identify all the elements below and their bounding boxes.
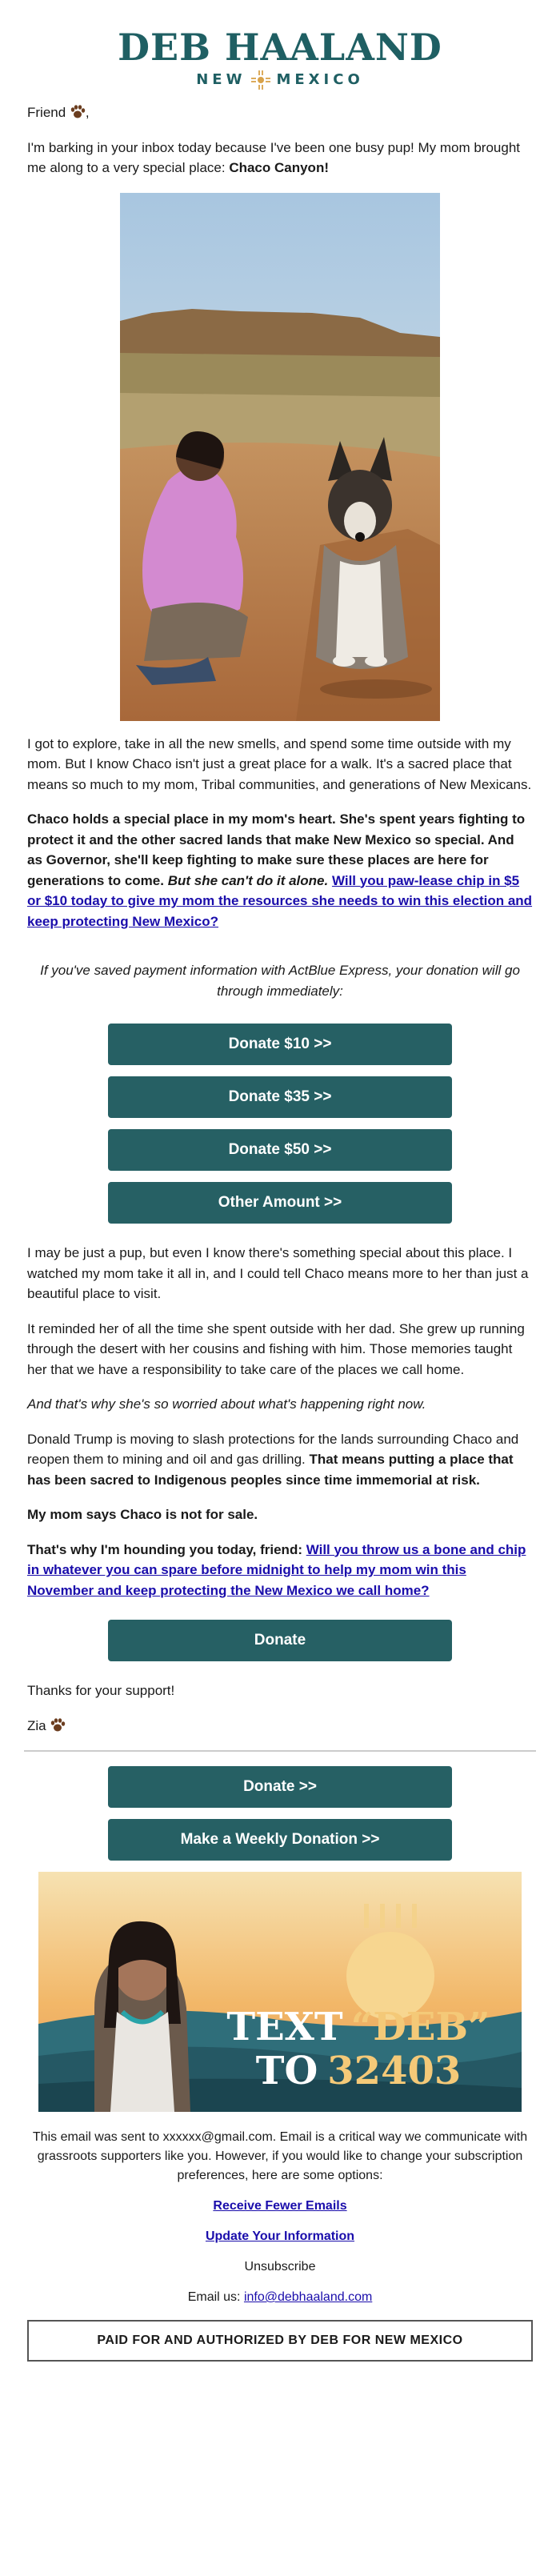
banner-line2	[256, 2049, 462, 2093]
greeting-text: Friend	[27, 105, 66, 120]
donate-button[interactable]: Donate	[108, 1620, 452, 1661]
intro-text: I'm barking in your inbox today because I've been one busy pup! My mom brought me along to a very special place:	[27, 139, 521, 175]
throw-a-bone-donate-link[interactable]: Will you throw us a bone and chip in whatever you can spare before midnight to help my mom win this November and keep protecting the New Mexico we call home?	[27, 1541, 526, 1598]
banner-line1	[226, 2005, 490, 2049]
signoff-name: Zia	[27, 1717, 46, 1733]
trump-paragraph	[27, 1429, 533, 1491]
contact-email-link[interactable]: info@debhaaland.com	[243, 2290, 373, 2304]
footer-divider	[24, 1750, 536, 1752]
banner-shortcode: 32403	[327, 2049, 462, 2093]
footer-donate-button[interactable]: Donate >>	[108, 1766, 452, 1808]
chaco-bold-italic: But she can't do it alone.	[167, 872, 329, 888]
worried-text: And that's why she's so worried about what's happening right now.	[27, 1396, 426, 1412]
donate-other-amount-button[interactable]: Other Amount >>	[108, 1182, 452, 1224]
hounding-paragraph	[27, 1540, 533, 1601]
not-for-sale-paragraph	[27, 1504, 533, 1525]
logo-state-left: NEW	[196, 71, 246, 88]
paw-print-icon	[50, 1718, 66, 1733]
logo-name: DEB HAALAND	[118, 26, 442, 69]
email-footer	[27, 2128, 533, 2307]
logo-state	[27, 69, 533, 90]
dad-paragraph: It reminded her of all the time she spent outside with her dad. She grew up running through the desert with her cousins and fishing with him. Those memories taught her that we have a responsibility to take care of the places we call home.	[27, 1320, 525, 1377]
donate-10-button[interactable]: Donate $10 >>	[108, 1024, 452, 1065]
banner-to-word: TO	[255, 2049, 318, 2093]
footer-notice: This email was sent to xxxxxx@gmail.com. Email is a critical way we communicate with grassroots supporters like you. However, if you would like to change your subscription preferences, here are some options:	[32, 2130, 528, 2182]
thanks-text: Thanks for your support!	[27, 1683, 175, 1698]
pup-paragraph: I may be just a pup, but even I know there's something special about this place. I watched my mom take it all in, and I could tell Chaco means more to her than just a beautiful place to visit.	[27, 1245, 529, 1301]
chaco-paragraph	[27, 809, 533, 931]
worried-paragraph	[27, 1394, 533, 1415]
actblue-note: If you've saved payment information with ActBlue Express, your donation will go through immediately:	[40, 963, 520, 999]
trump-bold: That means putting a place that has been sacred to Indigenous peoples since time immemorial at risk.	[27, 1452, 514, 1488]
donate-button-group	[27, 1024, 533, 1224]
update-information-link[interactable]: Update Your Information	[205, 2229, 355, 2243]
weekly-donation-button[interactable]: Make a Weekly Donation >>	[108, 1819, 452, 1861]
email-us-line	[27, 2288, 533, 2307]
greeting-suffix: ,	[85, 105, 90, 120]
donate-50-button[interactable]: Donate $50 >>	[108, 1129, 452, 1171]
chaco-bold: Chaco holds a special place in my mom's heart. She's spent years fighting to protect it and the other sacred lands that make New Mexico so special. And as Governor, she'll keep fighting to make sure these places are here for generations to come.	[27, 811, 526, 888]
campaign-logo	[27, 0, 533, 96]
chaco-canyon-photo	[120, 193, 440, 721]
text-deb-banner	[38, 1872, 522, 2112]
hounding-bold: That's why I'm hounding you today, friend:	[27, 1541, 306, 1557]
intro-paragraph	[27, 138, 533, 178]
greeting	[27, 102, 533, 123]
logo-state-right: MEXICO	[276, 71, 364, 88]
unsubscribe-link[interactable]: Unsubscribe	[244, 2260, 316, 2274]
signoff	[27, 1716, 533, 1737]
paid-for-disclaimer: PAID FOR AND AUTHORIZED BY DEB FOR NEW MEXICO	[27, 2320, 533, 2362]
banner-deb-word: “DEB”	[350, 2005, 490, 2049]
receive-fewer-emails-link[interactable]: Receive Fewer Emails	[213, 2199, 347, 2213]
explore-paragraph: I got to explore, take in all the new smells, and spend some time outside with my mom. But I know Chaco isn't just a great place for a walk. It's a sacred place that means so much to my mom, Tribal communities, and generations of New Mexicans.	[27, 735, 532, 792]
trump-text: Donald Trump is moving to slash protections for the lands surrounding Chaco and reopen them to mining and oil and gas drilling.	[27, 1431, 519, 1467]
banner-text-word: TEXT	[226, 2005, 343, 2049]
zia-sun-icon	[250, 70, 271, 90]
paw-lease-donate-link[interactable]: Will you paw-lease chip in $5 or $10 today to give my mom the resources she needs to win this election and keep protecting New Mexico?	[27, 872, 533, 929]
paw-print-icon	[70, 105, 86, 119]
intro-strong: Chaco Canyon!	[229, 160, 329, 175]
email-us-label: Email us:	[187, 2290, 244, 2304]
not-for-sale-text: My mom says Chaco is not for sale.	[27, 1507, 258, 1522]
donate-35-button[interactable]: Donate $35 >>	[108, 1076, 452, 1118]
